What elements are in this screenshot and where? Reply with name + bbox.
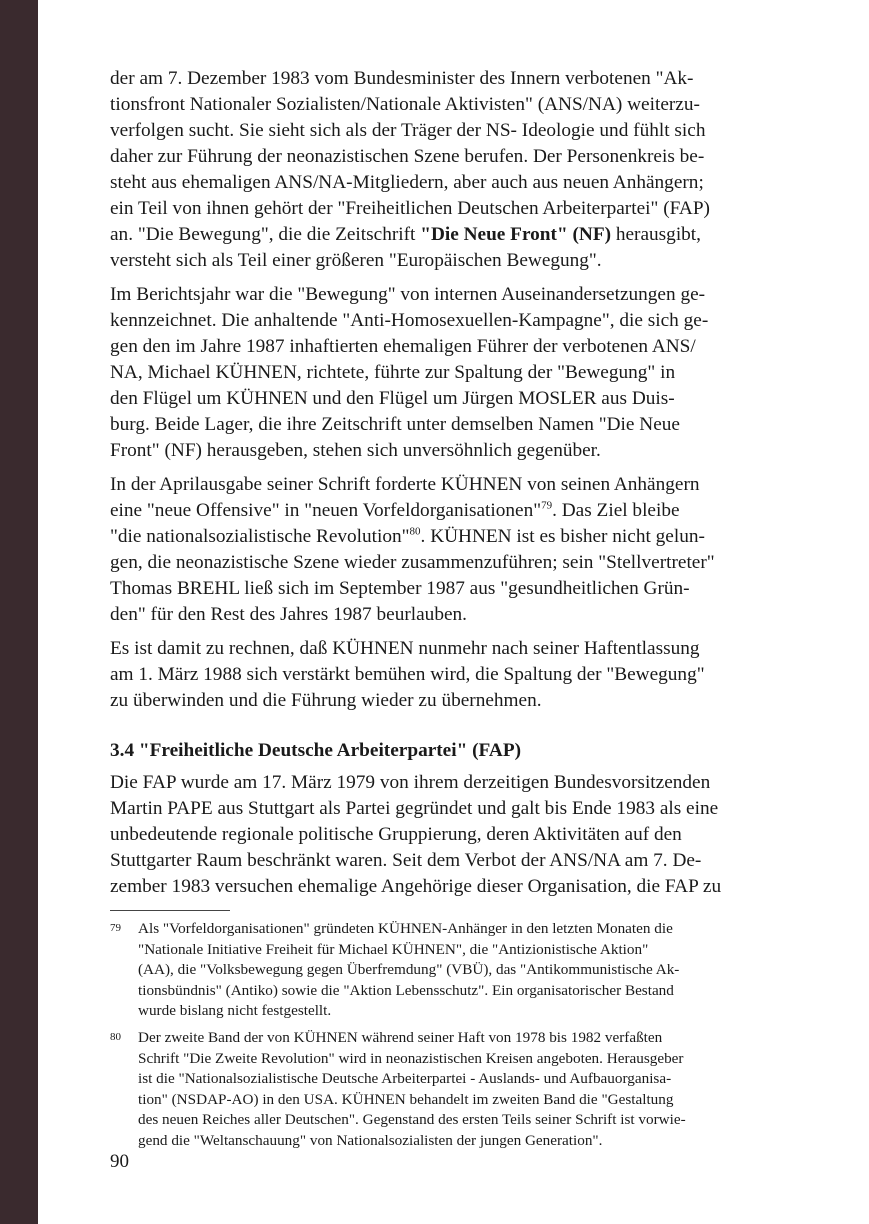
- paragraphs-block-2: [110, 770, 780, 900]
- footnote: [110, 1028, 780, 1152]
- text-run: In der Aprilausgabe seiner Schrift forderte KÜHNEN von seinen Anhängern eine "neue Offensive" in "neuen Vorfeldorganisationen": [110, 474, 700, 521]
- text-run: Im Berichtsjahr war die "Bewegung" von internen Auseinandersetzungen ge- kennzeichnet. Die anhaltende "Anti-Homosexuellen-Kampagne", die sich ge- gen den im Jahre 1987 inhaftierten ehemaligen Führer der verbotenen ANS/ NA, Michael KÜHNEN, richtete, führte zur Spaltung der "Bewegung" in den Flügel um KÜHNEN und den Flügel um Jürgen MOSLER aus Duis- burg. Beide Lager, die ihre Zeitschrift unter demselben Namen "Die Neue Front" (NF) herausgeben, stehen sich unversöhnlich gegenüber.: [110, 284, 709, 461]
- footnote-number: 80: [110, 1030, 121, 1043]
- paragraph: [110, 472, 780, 628]
- section-heading: 3.4 "Freiheitliche Deutsche Arbeiterpartei" (FAP): [110, 740, 522, 761]
- footnote-text: Der zweite Band der von KÜHNEN während seiner Haft von 1978 bis 1982 verfaßten Schrift "Die Zweite Revolution" wird in neonazistischen Kreisen angeboten. Herausgeber ist die "Nationalsozialistische Deutsche Arbeiterpartei - Auslands- und Aufbauorganisa- tion" (NSDAP-AO) in den USA. KÜHNEN behandelt im zweiten Band die "Gestaltung des neuen Reiches aller Deutschen". Gegenstand des ersten Teils seiner Schrift ist vorwie- gend die "Weltanschauung" von Nationalsozialisten der jungen Generation".: [138, 1028, 686, 1149]
- footnote-rule: [110, 910, 230, 911]
- footnote-ref: 80: [409, 525, 421, 538]
- text-run: . Das Ziel bleibe "die nationalsozialistische Revolution": [110, 500, 680, 547]
- footnote-text: Als "Vorfeldorganisationen" gründeten KÜHNEN-Anhänger in den letzten Monaten die "Nationale Initiative Freiheit für Michael KÜHNEN", die "Antizionistische Aktion" (AA), die "Volksbewegung gegen Überfremdung" (VBÜ), das "Antikommunistische Ak- tionsbündnis" (Antiko) sowie die "Aktion Lebensschutz". Ein organisatorischer Bestand wurde bislang nicht festgestellt.: [138, 920, 680, 1020]
- text-run: der am 7. Dezember 1983 vom Bundesminister des Innern verbotenen "Ak- tionsfront Nationaler Sozialisten/Nationale Aktivisten" (ANS/NA) weiterzu- verfolgen sucht. Sie sieht sich als der Träger der NS- Ideologie und fühlt sich daher zur Führung der neonazistischen Szene berufen. Der Personenkreis be- steht aus ehemaligen ANS/NA-Mitgliedern, aber auch aus neuen Anhängern; ein Teil von ihnen gehört der "Freiheitlichen Deutschen Arbeiterpartei" (FAP) an. "Die Bewegung", die die Zeitschrift: [110, 68, 710, 245]
- paragraph: [110, 66, 780, 274]
- footnote: [110, 919, 780, 1022]
- paragraph: [110, 770, 780, 900]
- footnotes-block: [110, 919, 780, 1152]
- book-spine-edge: [0, 0, 38, 1224]
- paragraph: [110, 282, 780, 464]
- text-run: Es ist damit zu rechnen, daß KÜHNEN nunmehr nach seiner Haftentlassung am 1. März 1988 sich verstärkt bemühen wird, die Spaltung der "Bewegung" zu überwinden und die Führung wieder zu übernehmen.: [110, 638, 705, 711]
- text-run: . KÜHNEN ist es bisher nicht gelun- gen, die neonazistische Szene wieder zusammenzuführen; sein "Stellvertreter" Thomas BREHL ließ sich im September 1987 aus "gesundheitlichen Grün- den" für den Rest des Jahres 1987 beurlauben.: [110, 526, 715, 625]
- footnote-number: 79: [110, 922, 121, 934]
- page-number: 90: [110, 1151, 129, 1172]
- paragraphs-block: [110, 66, 780, 714]
- paragraph: [110, 636, 780, 714]
- footnote-ref: 79: [541, 499, 553, 512]
- bold-text: "Die Neue Front" (NF): [420, 224, 612, 245]
- page-body: [110, 66, 780, 1158]
- text-run: Die FAP wurde am 17. März 1979 von ihrem derzeitigen Bundesvorsitzenden Martin PAPE aus Stuttgart als Partei gegründet und galt bis Ende 1983 als eine unbedeutende regionale politische Gruppierung, deren Aktivitäten auf den Stuttgarter Raum beschränkt waren. Seit dem Verbot der ANS/NA am 7. De- zember 1983 versuchen ehemalige Angehörige dieser Organisation, die FAP zu: [110, 772, 722, 897]
- text-run: herausgibt, versteht sich als Teil einer größeren "Europäischen Bewegung".: [110, 224, 701, 271]
